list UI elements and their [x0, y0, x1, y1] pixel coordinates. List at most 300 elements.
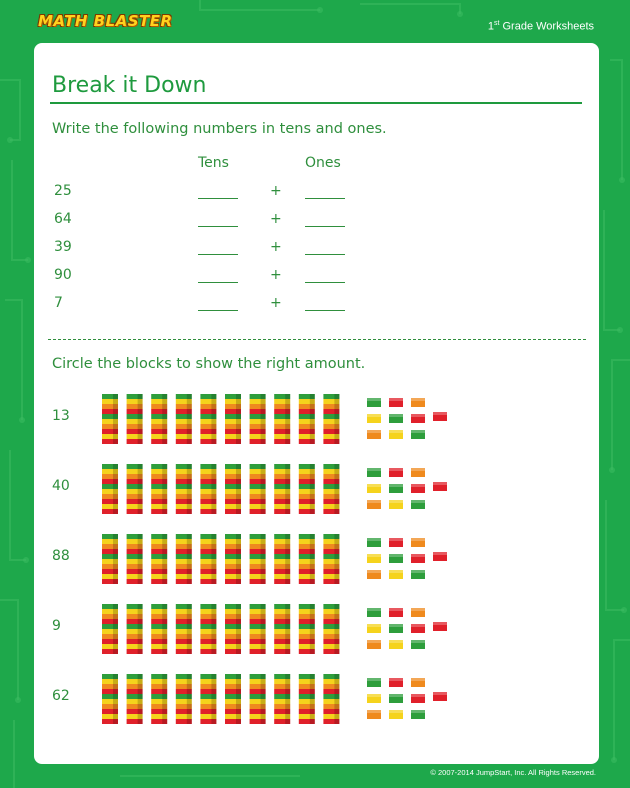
- tower-block-shade: [310, 624, 315, 629]
- block-row: [34, 672, 599, 732]
- tower-block-shade: [211, 614, 216, 619]
- tower-block-shade: [334, 719, 339, 724]
- tower-block-shade: [236, 719, 241, 724]
- tower-block-shade: [211, 504, 216, 509]
- loose-blocks: [367, 398, 447, 439]
- tower-block-shade: [187, 624, 192, 629]
- tower-block-shade: [138, 489, 143, 494]
- tower-block-shade: [113, 709, 118, 714]
- tower-block-shade: [334, 469, 339, 474]
- tower-block-shade: [310, 719, 315, 724]
- tower-block-shade: [138, 509, 143, 514]
- tower-block-shade: [162, 469, 167, 474]
- tower-block-shade: [138, 559, 143, 564]
- tower-block-shade: [138, 539, 143, 544]
- tower-block-shade: [261, 424, 266, 429]
- tower-block-shade: [310, 564, 315, 569]
- tens-tower: [323, 464, 339, 514]
- tower-block-shade: [334, 689, 339, 694]
- block-row-number: 13: [52, 408, 70, 424]
- blocks-row-graphic[interactable]: [102, 532, 522, 592]
- unit-block-highlight: [411, 570, 425, 573]
- tower-block-shade: [162, 704, 167, 709]
- ones-column-header: Ones: [305, 155, 341, 171]
- unit-block-highlight: [389, 710, 403, 713]
- tens-blank[interactable]: [198, 198, 238, 199]
- tower-block-shade: [211, 484, 216, 489]
- tower-block-shade: [334, 484, 339, 489]
- tower-block-shade: [285, 634, 290, 639]
- tower-block-shade: [113, 494, 118, 499]
- unit-block-highlight: [389, 694, 403, 697]
- tower-block-shade: [261, 419, 266, 424]
- tower-block-shade: [162, 564, 167, 569]
- tens-tower: [102, 394, 118, 444]
- unit-block-highlight: [411, 500, 425, 503]
- blocks-row-graphic[interactable]: [102, 602, 522, 662]
- tower-block-shade: [310, 434, 315, 439]
- tower-block-shade: [162, 609, 167, 614]
- tower-block-shade: [334, 534, 339, 539]
- tower-block-shade: [285, 574, 290, 579]
- unit-block-highlight: [367, 414, 381, 417]
- unit-block-highlight: [389, 398, 403, 401]
- tower-block-shade: [261, 609, 266, 614]
- tower-block-shade: [261, 484, 266, 489]
- tower-block-shade: [236, 539, 241, 544]
- tower-block-shade: [334, 419, 339, 424]
- tens-tower: [127, 534, 143, 584]
- tower-block-shade: [236, 419, 241, 424]
- unit-block-highlight: [389, 484, 403, 487]
- tower-block-shade: [113, 699, 118, 704]
- grade-suffix: st: [493, 20, 500, 27]
- tower-block-shade: [285, 484, 290, 489]
- tower-block-shade: [162, 624, 167, 629]
- tens-column-header: Tens: [198, 155, 229, 171]
- unit-block-highlight: [367, 538, 381, 541]
- unit-block-highlight: [367, 430, 381, 433]
- tower-block-shade: [261, 714, 266, 719]
- tower-block-shade: [211, 439, 216, 444]
- tower-block-shade: [334, 634, 339, 639]
- tower-block-shade: [211, 719, 216, 724]
- tower-block-shade: [187, 394, 192, 399]
- tower-block-shade: [310, 499, 315, 504]
- tower-block-shade: [211, 409, 216, 414]
- tower-block-shade: [285, 429, 290, 434]
- tower-block-shade: [113, 534, 118, 539]
- tower-block-shade: [285, 624, 290, 629]
- tower-block-shade: [285, 619, 290, 624]
- tower-block-shade: [113, 629, 118, 634]
- tower-block-shade: [261, 534, 266, 539]
- ones-blank[interactable]: [305, 310, 345, 311]
- tower-block-shade: [261, 704, 266, 709]
- tower-block-shade: [162, 679, 167, 684]
- tower-block-shade: [261, 559, 266, 564]
- tower-block-shade: [162, 619, 167, 624]
- tower-block-shade: [334, 544, 339, 549]
- tower-block-shade: [310, 609, 315, 614]
- tower-block-shade: [211, 634, 216, 639]
- unit-block-highlight: [389, 608, 403, 611]
- tower-block-shade: [310, 549, 315, 554]
- tower-block-shade: [162, 544, 167, 549]
- tower-block-shade: [187, 709, 192, 714]
- tower-block-shade: [285, 424, 290, 429]
- tens-tower: [127, 464, 143, 514]
- tower-block-shade: [285, 464, 290, 469]
- tower-block-shade: [261, 394, 266, 399]
- block-row: [34, 392, 599, 452]
- tower-block-shade: [162, 719, 167, 724]
- tower-block-shade: [310, 709, 315, 714]
- tower-block-shade: [285, 539, 290, 544]
- tower-block-shade: [138, 434, 143, 439]
- tower-block-shade: [236, 644, 241, 649]
- tower-block-shade: [187, 404, 192, 409]
- unit-block-highlight: [411, 554, 425, 557]
- tower-block-shade: [285, 604, 290, 609]
- tower-block-shade: [334, 644, 339, 649]
- tower-block-shade: [310, 704, 315, 709]
- tower-block-shade: [261, 634, 266, 639]
- tower-block-shade: [138, 634, 143, 639]
- unit-block-highlight: [433, 552, 447, 555]
- tens-tower: [274, 464, 290, 514]
- unit-block-highlight: [411, 678, 425, 681]
- tens-tower: [299, 674, 315, 724]
- tower-block-shade: [236, 624, 241, 629]
- tower-block-shade: [236, 439, 241, 444]
- title-underline: [50, 102, 582, 104]
- tens-blank[interactable]: [198, 282, 238, 283]
- tower-block-shade: [334, 604, 339, 609]
- tower-block-shade: [113, 474, 118, 479]
- tens-tower: [127, 674, 143, 724]
- tower-block-shade: [187, 419, 192, 424]
- tower-block-shade: [113, 704, 118, 709]
- tens-tower: [200, 534, 216, 584]
- unit-block-highlight: [367, 500, 381, 503]
- tens-tower: [225, 604, 241, 654]
- unit-block-highlight: [411, 414, 425, 417]
- tower-block-shade: [138, 419, 143, 424]
- tower-block-shade: [310, 614, 315, 619]
- copyright-footer: © 2007-2014 JumpStart, Inc. All Rights Reserved.: [430, 768, 596, 777]
- tower-block-shade: [285, 614, 290, 619]
- tower-block-shade: [310, 399, 315, 404]
- section-divider: [48, 339, 586, 340]
- tower-block-shade: [187, 494, 192, 499]
- tower-block-shade: [334, 614, 339, 619]
- tens-tower: [299, 394, 315, 444]
- tower-block-shade: [310, 474, 315, 479]
- tower-block-shade: [310, 644, 315, 649]
- tower-block-shade: [261, 694, 266, 699]
- unit-block-highlight: [411, 624, 425, 627]
- tower-block-shade: [285, 609, 290, 614]
- worksheet-title: Break it Down: [52, 73, 207, 98]
- tower-block-shade: [113, 399, 118, 404]
- tower-block-shade: [334, 674, 339, 679]
- tower-block-shade: [138, 399, 143, 404]
- tower-block-shade: [261, 489, 266, 494]
- unit-block-highlight: [367, 468, 381, 471]
- tower-block-shade: [162, 429, 167, 434]
- tower-block-shade: [211, 619, 216, 624]
- tower-block-shade: [211, 624, 216, 629]
- tens-tower: [225, 464, 241, 514]
- tower-block-shade: [334, 424, 339, 429]
- tower-block-shade: [261, 579, 266, 584]
- tower-block-shade: [261, 464, 266, 469]
- tower-block-shade: [261, 699, 266, 704]
- tower-block-shade: [187, 579, 192, 584]
- tower-block-shade: [138, 609, 143, 614]
- tower-block-shade: [236, 564, 241, 569]
- tower-block-shade: [310, 554, 315, 559]
- tower-block-shade: [138, 644, 143, 649]
- tower-block-shade: [285, 579, 290, 584]
- tower-block-shade: [285, 434, 290, 439]
- tower-block-shade: [261, 414, 266, 419]
- tower-block-shade: [211, 394, 216, 399]
- tower-block-shade: [211, 609, 216, 614]
- tens-tower: [200, 394, 216, 444]
- tower-block-shade: [334, 709, 339, 714]
- tower-block-shade: [261, 709, 266, 714]
- tower-block-shade: [285, 509, 290, 514]
- tower-block-shade: [334, 649, 339, 654]
- tens-blank[interactable]: [198, 226, 238, 227]
- tower-block-shade: [211, 479, 216, 484]
- tower-block-shade: [113, 479, 118, 484]
- ones-blank[interactable]: [305, 282, 345, 283]
- tower-block-shade: [162, 484, 167, 489]
- tens-tower: [200, 604, 216, 654]
- tower-block-shade: [334, 504, 339, 509]
- tower-block-shade: [285, 699, 290, 704]
- row-number: 7: [54, 295, 63, 311]
- tower-block-shade: [261, 649, 266, 654]
- loose-blocks: [367, 468, 447, 509]
- ones-blank[interactable]: [305, 254, 345, 255]
- tower-block-shade: [162, 474, 167, 479]
- tower-block-shade: [261, 639, 266, 644]
- tower-block-shade: [187, 684, 192, 689]
- tower-block-shade: [310, 394, 315, 399]
- tower-block-shade: [187, 504, 192, 509]
- tower-block-shade: [187, 634, 192, 639]
- tower-block-shade: [334, 554, 339, 559]
- ones-blank[interactable]: [305, 198, 345, 199]
- block-row-number: 9: [52, 618, 61, 634]
- tower-block-shade: [138, 709, 143, 714]
- tower-block-shade: [261, 469, 266, 474]
- tower-block-shade: [261, 564, 266, 569]
- tower-block-shade: [162, 504, 167, 509]
- unit-block-highlight: [411, 608, 425, 611]
- tower-block-shade: [113, 644, 118, 649]
- tower-block-shade: [211, 469, 216, 474]
- tower-block-shade: [162, 714, 167, 719]
- blocks-row-graphic[interactable]: [102, 672, 522, 732]
- tower-block-shade: [310, 504, 315, 509]
- grade-label: [488, 20, 594, 33]
- ones-blank[interactable]: [305, 226, 345, 227]
- blocks-row-graphic[interactable]: [102, 392, 522, 452]
- tower-block-shade: [211, 644, 216, 649]
- tower-block-shade: [162, 709, 167, 714]
- tower-block-shade: [113, 559, 118, 564]
- tower-block-shade: [310, 694, 315, 699]
- tower-block-shade: [138, 504, 143, 509]
- tower-block-shade: [334, 494, 339, 499]
- row-number: 39: [54, 239, 72, 255]
- tower-block-shade: [285, 494, 290, 499]
- tower-block-shade: [334, 704, 339, 709]
- tower-block-shade: [138, 534, 143, 539]
- tower-block-shade: [162, 394, 167, 399]
- tower-block-shade: [187, 554, 192, 559]
- unit-block-highlight: [411, 468, 425, 471]
- tower-block-shade: [138, 574, 143, 579]
- tower-block-shade: [187, 424, 192, 429]
- tower-block-shade: [285, 414, 290, 419]
- tower-block-shade: [310, 569, 315, 574]
- tower-block-shade: [138, 404, 143, 409]
- tower-block-shade: [138, 719, 143, 724]
- tower-block-shade: [162, 649, 167, 654]
- tower-block-shade: [334, 574, 339, 579]
- tower-block-shade: [162, 694, 167, 699]
- tower-block-shade: [138, 649, 143, 654]
- tower-block-shade: [211, 419, 216, 424]
- unit-block-highlight: [389, 678, 403, 681]
- tower-block-shade: [187, 719, 192, 724]
- tower-block-shade: [211, 689, 216, 694]
- tower-block-shade: [138, 629, 143, 634]
- tower-block-shade: [285, 544, 290, 549]
- tower-block-shade: [285, 629, 290, 634]
- tens-tower: [102, 604, 118, 654]
- tower-block-shade: [261, 554, 266, 559]
- unit-block-highlight: [411, 430, 425, 433]
- tower-block-shade: [261, 439, 266, 444]
- tower-block-shade: [310, 579, 315, 584]
- tower-block-shade: [138, 554, 143, 559]
- tower-block-shade: [113, 619, 118, 624]
- tens-tower: [102, 534, 118, 584]
- tower-block-shade: [113, 464, 118, 469]
- tower-block-shade: [236, 604, 241, 609]
- block-row-number: 62: [52, 688, 70, 704]
- tower-block-shade: [162, 399, 167, 404]
- unit-block-highlight: [367, 554, 381, 557]
- unit-block-highlight: [411, 640, 425, 643]
- tower-block-shade: [187, 499, 192, 504]
- tower-block-shade: [334, 409, 339, 414]
- tower-block-shade: [285, 479, 290, 484]
- tower-block-shade: [211, 549, 216, 554]
- tower-block-shade: [236, 399, 241, 404]
- tower-block-shade: [285, 704, 290, 709]
- tens-tower: [225, 534, 241, 584]
- unit-block-highlight: [389, 430, 403, 433]
- tower-block-shade: [261, 479, 266, 484]
- tens-blank[interactable]: [198, 310, 238, 311]
- tower-block-shade: [113, 419, 118, 424]
- tower-block-shade: [187, 399, 192, 404]
- tower-block-shade: [261, 409, 266, 414]
- tower-block-shade: [285, 404, 290, 409]
- tower-block-shade: [113, 544, 118, 549]
- tower-block-shade: [187, 474, 192, 479]
- tower-block-shade: [285, 419, 290, 424]
- tens-blank[interactable]: [198, 254, 238, 255]
- tower-block-shade: [334, 714, 339, 719]
- tower-block-shade: [310, 544, 315, 549]
- block-row: [34, 602, 599, 662]
- tower-block-shade: [334, 394, 339, 399]
- tower-block-shade: [113, 634, 118, 639]
- tower-block-shade: [211, 424, 216, 429]
- tens-tower: [200, 674, 216, 724]
- tower-block-shade: [211, 414, 216, 419]
- unit-block-highlight: [389, 414, 403, 417]
- blocks-row-graphic[interactable]: [102, 462, 522, 522]
- unit-block-highlight: [411, 538, 425, 541]
- tower-block-shade: [236, 639, 241, 644]
- tower-block-shade: [334, 499, 339, 504]
- tower-block-shade: [261, 614, 266, 619]
- tower-block-shade: [162, 419, 167, 424]
- tens-tower: [299, 534, 315, 584]
- tower-block-shade: [211, 509, 216, 514]
- tower-block-shade: [187, 649, 192, 654]
- tower-block-shade: [187, 539, 192, 544]
- tower-block-shade: [113, 549, 118, 554]
- tower-block-shade: [138, 499, 143, 504]
- tower-block-shade: [236, 499, 241, 504]
- tower-block-shade: [211, 674, 216, 679]
- tower-block-shade: [138, 409, 143, 414]
- tower-block-shade: [236, 694, 241, 699]
- tens-tower: [225, 394, 241, 444]
- tower-block-shade: [261, 539, 266, 544]
- tower-block-shade: [261, 619, 266, 624]
- tower-block-shade: [236, 684, 241, 689]
- tower-block-shade: [285, 689, 290, 694]
- tower-block-shade: [236, 679, 241, 684]
- unit-block-highlight: [389, 624, 403, 627]
- tower-block-shade: [187, 674, 192, 679]
- tower-block-shade: [187, 439, 192, 444]
- unit-block-highlight: [367, 570, 381, 573]
- tens-tower: [151, 464, 167, 514]
- tower-block-shade: [211, 404, 216, 409]
- tower-block-shade: [261, 429, 266, 434]
- tower-block-shade: [162, 559, 167, 564]
- tens-tower: [274, 534, 290, 584]
- tower-block-shade: [310, 639, 315, 644]
- tens-tower: [250, 604, 266, 654]
- tower-block-shade: [310, 419, 315, 424]
- tower-block-shade: [162, 534, 167, 539]
- tens-tower: [323, 604, 339, 654]
